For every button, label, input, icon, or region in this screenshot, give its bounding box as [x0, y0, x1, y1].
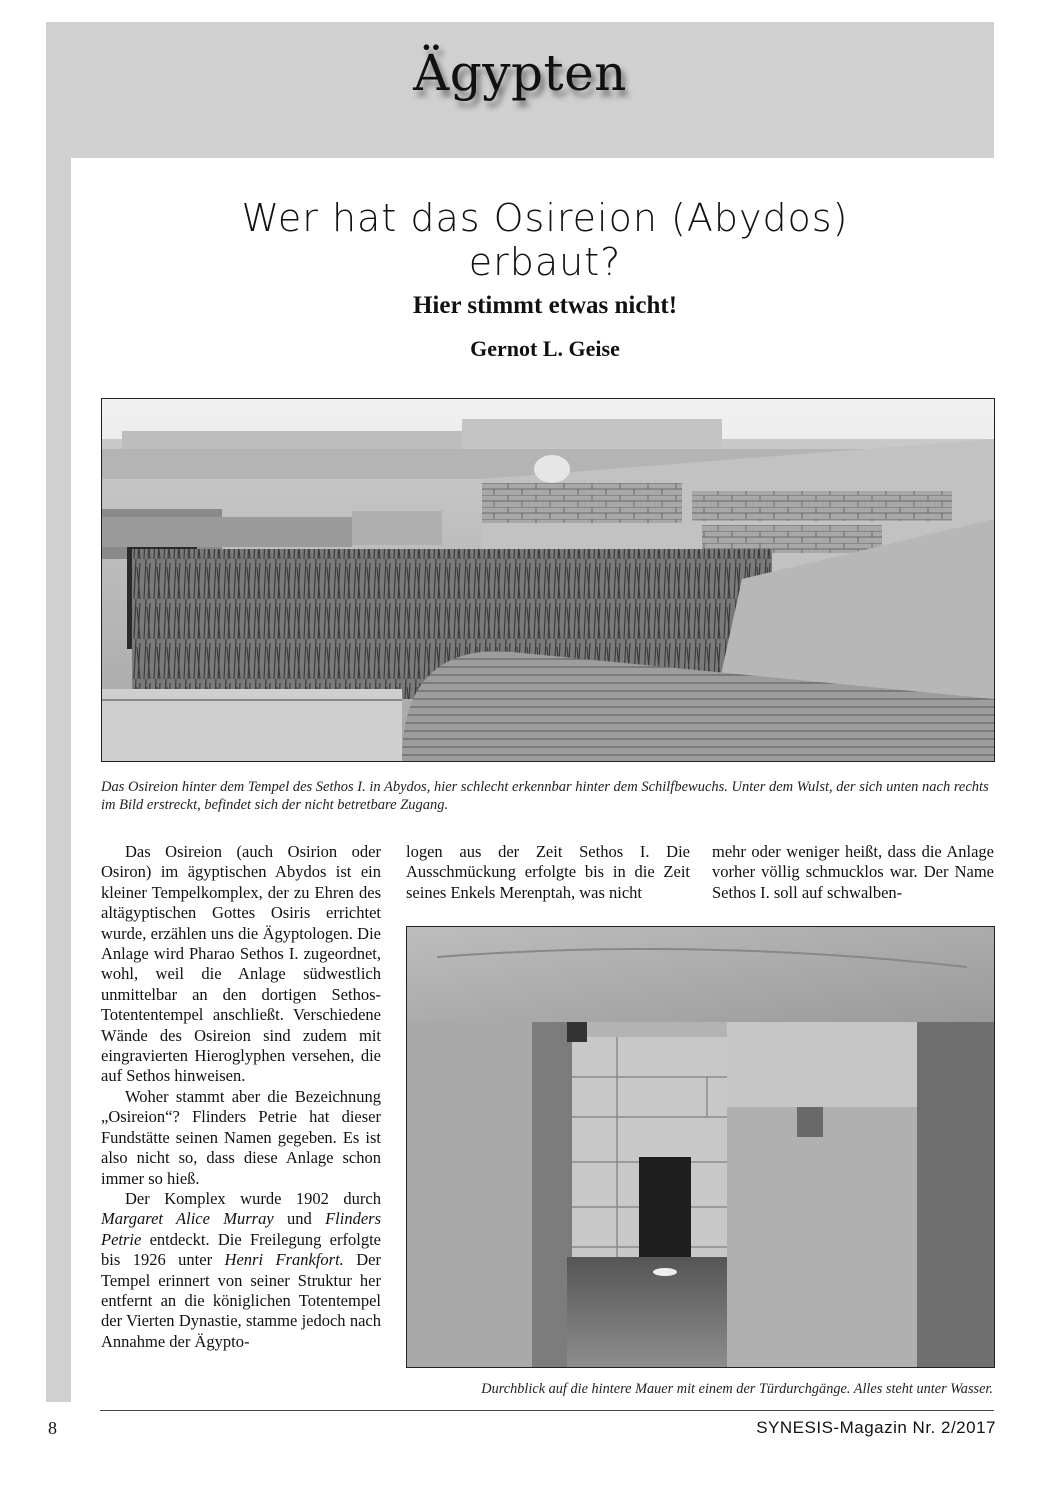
text-column-3: [712, 842, 994, 903]
article-author: Gernot L. Geise: [470, 336, 620, 361]
article-title-line-2: erbaut?: [468, 240, 622, 284]
person-name: Henri Frankfort.: [224, 1250, 344, 1270]
photo-caption-2: Durchblick auf die hintere Mauer mit einem der Türdurchgänge. Alles steht unter Wasser.: [481, 1381, 993, 1397]
text-run: und: [273, 1209, 326, 1229]
text-run: Der Tempel erinnert von seiner Struktur her entfernt an die königlichen Totentempel der Vierten Dynastie, stamme jedoch nach Annahme der Ägypto-: [101, 1250, 381, 1351]
text-run: entdeckt. Die Freilegung erfolgte bis 1926 unter: [101, 1229, 381, 1270]
osireion-ruins-photo: [101, 398, 995, 762]
text-column-1: [101, 842, 381, 1352]
person-name: Flinders Petrie: [101, 1209, 382, 1249]
text-run: Der Komplex wurde 1902 durch: [125, 1188, 381, 1208]
person-name: Margaret Alice Murray: [101, 1209, 274, 1229]
paragraph: mehr oder weniger heißt, dass die Anlage vorher völlig schmucklos war. Der Name Sethos I. soll auf schwalben-: [712, 842, 994, 902]
magazine-name: SYNESIS-Magazin Nr. 2/2017: [756, 1418, 996, 1437]
text-column-2: [406, 842, 690, 903]
photo-caption-1: Das Osireion hinter dem Tempel des Sethos I. in Abydos, hier schlecht erkennbar hinter dem Schilfbewuchs. Unter dem Wulst, der sich unten nach rechts im Bild erstreckt, befindet sich der nicht betretbare Zugang.: [101, 779, 989, 813]
page-number: 8: [48, 1418, 57, 1438]
paragraph: [101, 1189, 381, 1352]
paragraph: Woher stammt aber die Bezeichnung „Osireion“? Flinders Petrie hat dieser Fundstätte seinen Namen gegeben. Es ist also nicht so, dass diese Anlage schon immer so hieß.: [101, 1086, 381, 1188]
section-title: Ägypten: [413, 44, 627, 102]
article-title: [150, 196, 940, 284]
article-subtitle: Hier stimmt etwas nicht!: [412, 292, 678, 319]
sidebar-band: [46, 22, 71, 1402]
footer-divider: [100, 1410, 994, 1411]
paragraph: Das Osireion (auch Osirion oder Osiron) im ägyptischen Abydos ist ein kleiner Tempelkomplex, der zu Ehren des altägyptischen Gottes Osiris errichtet wurde, erzählen uns die Ägyptologen. Die Anlage wird Pharao Sethos I. zugeordnet, wohl, weil die Anlage südwestlich unmittelbar an den dortigen Sethos-Totententempel anschließt. Verschiedene Wände des Osireion sind zudem mit eingravierten Hieroglyphen versehen, die auf Sethos hinweisen.: [101, 842, 381, 1086]
paragraph: logen aus der Zeit Sethos I. Die Ausschmückung erfolgte bis in die Zeit seines Enkels Merenptah, was nicht: [406, 842, 690, 902]
article-title-line-1: Wer hat das Osireion (Abydos): [241, 196, 849, 240]
osireion-doorway-photo: [406, 926, 995, 1368]
